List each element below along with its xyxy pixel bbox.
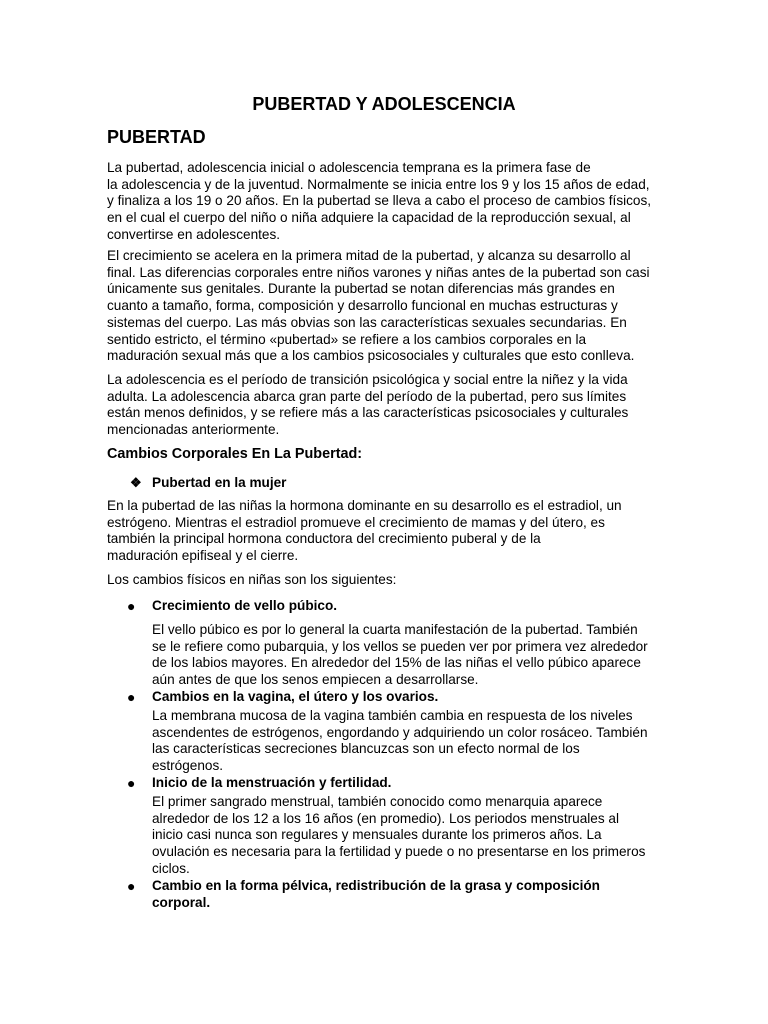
- text-line: La adolescencia es el período de transición psicológica y social entre la niñez y la vida: [107, 372, 628, 387]
- text-line: Cambio en la forma pélvica, redistribución de la grasa y composición: [152, 878, 600, 893]
- text-line: inicio casi nunca son regulares y mensuales durante los primeros años. La: [152, 827, 602, 843]
- bullet-icon: ●: [127, 598, 136, 614]
- text-line: Inicio de la menstruación y fertilidad.: [152, 775, 392, 790]
- text-line: Cambios en la vagina, el útero y los ovarios.: [152, 689, 439, 704]
- paragraph: [107, 160, 667, 244]
- bullet-icon: ●: [127, 689, 136, 705]
- text-line: maduración epifiseal y el cierre.: [107, 548, 299, 564]
- text-line: las características secreciones blancuzcas son un efecto normal de los: [152, 741, 580, 757]
- text-line: sistemas del cuerpo. Las más obvias son las características sexuales secundarias. En: [107, 314, 627, 330]
- text-line: cuanto a tamaño, forma, composición y desarrollo funcional en muchas estructuras y: [107, 298, 618, 314]
- text-line: ovulación es necesaria para la fertilidad y puede o no presentarse en los primeros: [152, 844, 646, 860]
- text-line: están menos definidos, y se refiere más a las características psicosociales y culturales: [107, 405, 629, 421]
- document-title: PUBERTAD Y ADOLESCENCIA: [252, 94, 516, 114]
- text-line: aún antes de que los senos empiecen a desarrollarse.: [152, 672, 479, 688]
- text-line: sentido estricto, el término «pubertad» se refiere a los cambios corporales en la: [107, 331, 587, 347]
- text-line: mencionadas anteriormente.: [107, 422, 280, 438]
- paragraph: [107, 248, 667, 365]
- text-line: corporal.: [152, 894, 211, 910]
- bullet-heading: [152, 775, 391, 792]
- text-line: maduración sexual más que a los cambios psicosociales y culturales que esto conlleva.: [107, 348, 635, 364]
- text-line: y finaliza a los 19 o 20 años. En la pubertad se lleva a cabo el proceso de cambios físicos,: [107, 193, 652, 209]
- text-line: únicamente sus genitales. Durante la pubertad se notan diferencias más grandes en: [107, 281, 615, 297]
- text-line: ciclos.: [152, 860, 190, 876]
- text-line: El vello púbico es por lo general la cuarta manifestación de la pubertad. También: [152, 622, 638, 637]
- text-line: Crecimiento de vello púbico.: [152, 598, 338, 613]
- text-line: La membrana mucosa de la vagina también cambia en respuesta de los niveles: [152, 708, 633, 723]
- subheading: Cambios Corporales En La Pubertad:: [107, 446, 363, 462]
- text-line: ascendentes de estrógenos, engordando y adquiriendo un color rosáceo. También: [152, 724, 648, 740]
- bullet-icon: ●: [127, 775, 136, 791]
- text-line: alrededor de los 12 a los 16 años (en promedio). Los periodos menstruales al: [152, 810, 619, 826]
- text-line: El primer sangrado menstrual, también conocido como menarquia aparece: [152, 794, 603, 809]
- text-line: adulta. La adolescencia abarca gran parte del período de la pubertad, pero sus límites: [107, 388, 627, 404]
- text-line: también la principal hormona conductora del crecimiento puberal y de la: [107, 531, 541, 547]
- bullet-body: [152, 794, 672, 878]
- diamond-bullet-icon: ❖: [130, 475, 142, 490]
- diamond-list-item: [130, 475, 286, 492]
- paragraph: [107, 498, 667, 565]
- text-line: de los labios mayores. En alrededor del 15% de las niñas el vello púbico aparece: [152, 655, 641, 671]
- text-line: El crecimiento se acelera en la primera mitad de la pubertad, y alcanza su desarrollo al: [107, 248, 631, 263]
- bullet-heading: [152, 878, 600, 911]
- paragraph: [107, 372, 667, 439]
- bullet-heading: [152, 598, 337, 615]
- bullet-icon: ●: [127, 878, 136, 894]
- text-line: estrógenos.: [152, 758, 224, 774]
- bullet-body: [152, 622, 672, 689]
- text-line: En la pubertad de las niñas la hormona dominante en su desarrollo es el estradiol, un: [107, 498, 622, 513]
- diamond-item-label: Pubertad en la mujer: [152, 475, 287, 490]
- text-line: final. Las diferencias corporales entre niños varones y niñas antes de la pubertad son casi: [107, 264, 650, 280]
- text-line: convertirse en adolescentes.: [107, 226, 281, 242]
- text-line: en el cual el cuerpo del niño o niña adquiere la capacidad de la reproducción sexual, al: [107, 210, 631, 226]
- text-line: se le refiere como pubarquia, y los vellos se pueden ver por primera vez alrededor: [152, 638, 648, 654]
- text-line: estrógeno. Mientras el estradiol promueve el crecimiento de mamas y del útero, es: [107, 514, 605, 530]
- bullet-heading: [152, 689, 438, 706]
- section-heading: PUBERTAD: [107, 127, 206, 147]
- text-line: la adolescencia y de la juventud. Normalmente se inicia entre los 9 y los 15 años de edad,: [107, 176, 650, 192]
- text-line: La pubertad, adolescencia inicial o adolescencia temprana es la primera fase de: [107, 160, 591, 175]
- list-intro: Los cambios físicos en niñas son los siguientes:: [107, 572, 397, 587]
- bullet-body: [152, 708, 672, 775]
